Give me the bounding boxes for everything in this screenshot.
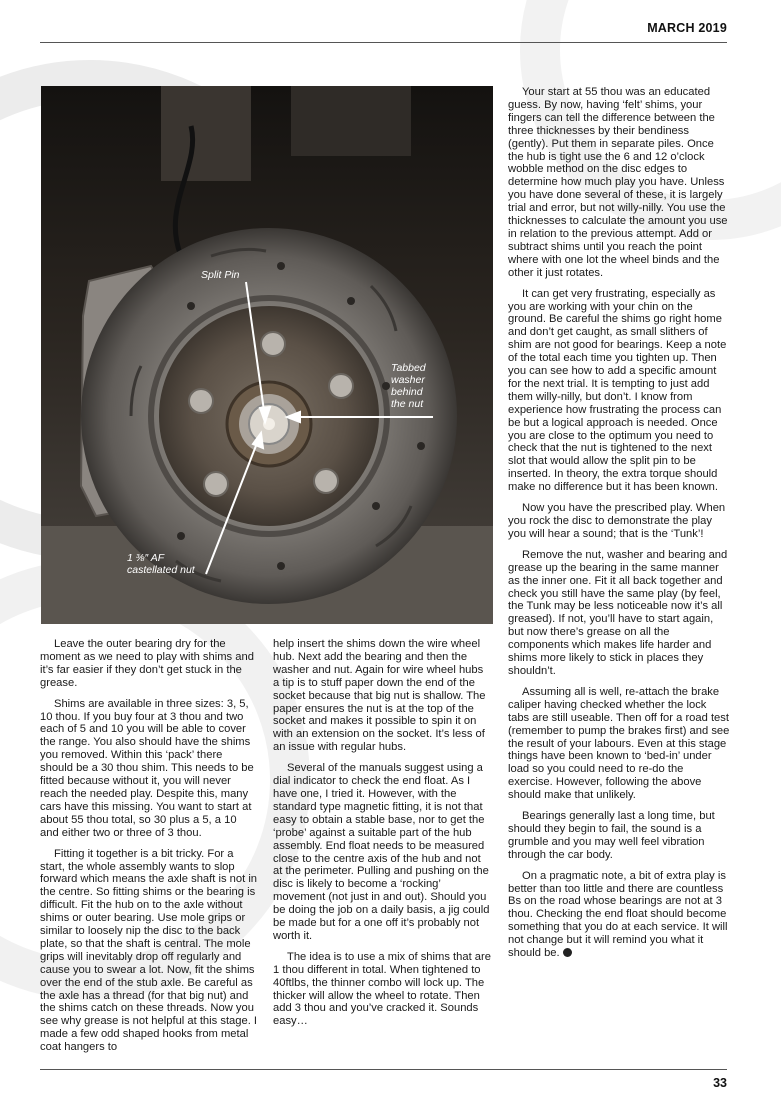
paragraph: Remove the nut, washer and bearing and grease up the bearing in the same manner as the inner one. Fit it all back together and check you still have the same play (by feel, the Tunk may be less noticeable now it’s all greased). If not, you’ll have to start again, but now there’s grease on all the components which makes life harder and shims more likely to stick in places they shouldn’t. <box>508 548 728 677</box>
brake-hub-photo <box>41 86 493 624</box>
paragraph: It can get very frustrating, especially as you are working with your chin on the ground. Be careful the shims go right home and don’t get caught, as small slithers of shim are not good for bearings. Keep a note of the total each time you tighten up. Then you can see how to add a specific amount for the next trial. It is tempting to just add them willy-nilly, but don’t. I know from experience how frustrating the process can be but a logical approach is needed. Once you are close to the optimum you need to check that the nut is tightened to the next slot that would allow the split pin to be inserted. In theory, the extra torque should make no difference but it has been known. <box>508 287 727 494</box>
header-divider <box>40 42 727 43</box>
footer-divider <box>40 1069 727 1070</box>
tabbed-washer-label-line: Tabbed <box>391 362 426 374</box>
castellated-nut-label-line: castellated nut <box>127 564 195 576</box>
suspension-arm <box>161 86 251 181</box>
split-pin-callout <box>201 269 240 281</box>
paragraph-last-text: On a pragmatic note, a bit of extra play is better than too little and there are countless Bs on the road whose bearings are not at 3 thou. Checking the end float should become something that you do at each service. It will not change but it will remind you what it should be. <box>508 869 728 960</box>
tabbed-washer-label-line: behind <box>391 386 423 398</box>
paragraph: Leave the outer bearing dry for the moment as we need to play with shims and it’s far easier if they don’t get stuck in the grease. <box>40 638 254 689</box>
split-pin-label: Split Pin <box>201 269 240 281</box>
tabbed-washer-callout <box>391 362 426 410</box>
paragraph: Several of the manuals suggest using a dial indicator to check the end float. As I have one, I tried it. However, with the standard type magnetic fitting, it is not that easy to obtain a stable base, nor to get the ‘probe’ against a suitable part of the hub assembly. End float needs to be measured close to the centre axis of the hub and not at the perimeter. Pulling and pushing on the disc is likely to become a ‘rocking’ movement (not just in and out). Should you be doing the job on a daily basis, a jig could be made but for a one off it’s probably not worth it. <box>273 762 490 942</box>
article-column-2 <box>273 638 491 1036</box>
article-column-1 <box>40 638 258 1062</box>
suspension-bracket <box>291 86 411 156</box>
castellated-nut-callout <box>127 552 195 576</box>
paragraph: help insert the shims down the wire wheel hub. Next add the bearing and then the washer and nut. Again for wire wheel hubs a tip is to stuff paper down the end of the socket because that big nut is shallow. The paper ensures the nut is at the top of the socket and makes it possible to spin it on with an extension on the socket. It’s less of an issue with regular hubs. <box>273 638 486 754</box>
paragraph: Assuming all is well, re-attach the brake caliper having checked whether the lock tabs are still useable. Then off for a road test (remember to pump the brakes first) and see the result of your labours. Even at this stage things have been known to ‘bed-in’ under load so you could need to re-do the exercise. However, following the above should make that unlikely. <box>508 685 730 802</box>
paragraph: Shims are available in three sizes: 3, 5, 10 thou. If you buy four at 3 thou and two each of 5 and 10 you will be able to cover the range. You also should have the shims you removed. Within this ‘pack’ there should be a 30 thou shim. This needs to be fitted because without it, you will never reach the needed play. Despite this, many cars have this missing. You want to start at about 55 thou total, so 30 plus a 5, a 10 and either two or three of 3 thou. <box>40 697 254 839</box>
tabbed-washer-label-line: the nut <box>391 398 424 410</box>
paragraph: Your start at 55 thou was an educated guess. By now, having ‘felt’ shims, your fingers can tell the difference between the three thicknesses by their bendiness (gently). Put them in separate piles. Once the hub is tight use the 6 and 12 o’clock wobble method on the disc edges to determine how much play you have. Unless you have done several of these, it is largely trial and error, but not willy-nilly. You use the thicknesses to calculate the amount you use in relation to the previous attempt. Add or subtract shims until you reach the point where with one lot the wheel binds and the other it just rotates. <box>508 86 728 279</box>
paragraph: Bearings generally last a long time, but should they begin to fail, the sound is a grumble and you may well feel vibration through the car body. <box>508 810 715 861</box>
brake-hub-illustration <box>41 86 493 624</box>
paragraph: Fitting it together is a bit tricky. For a start, the whole assembly wants to slop forward which means the axle shaft is not in the centre. So fitting shims or the bearing is difficult. Fit the hub on to the axle without shims or outer bearing. Use mole grips or similar to loosely nip the disc to the back plate, so that the shaft is central. The mole grips will inevitably drop off regularly and cause you to swear a lot. Now, fit the shims over the end of the stub axle. Be careful as the axle has a thread (for that big nut) and the shims catch on these threads. Now you see why grease is not helpful at this stage. I made a few odd shaped hooks from metal coat hangers to <box>40 847 258 1054</box>
castellated-nut-label-line: 1 ⅜″ AF <box>127 552 165 564</box>
tabbed-washer-label-line: washer <box>391 374 425 386</box>
issue-date: MARCH 2019 <box>647 21 727 35</box>
paragraph-last <box>508 870 730 960</box>
paragraph: The idea is to use a mix of shims that are 1 thou different in total. When tightened to 40ftlbs, the thinner combo will lock up. The thicker will allow the wheel to rotate. Then add 3 thou and you’ve cracked it. Sounds easy… <box>273 950 491 1028</box>
paragraph: Now you have the prescribed play. When you rock the disc to demonstrate the play you will hear a sound; that is the ‘Tunk’! <box>508 502 726 540</box>
end-of-article-icon <box>563 948 572 957</box>
article-column-3 <box>508 86 730 968</box>
page-number: 33 <box>713 1076 727 1090</box>
